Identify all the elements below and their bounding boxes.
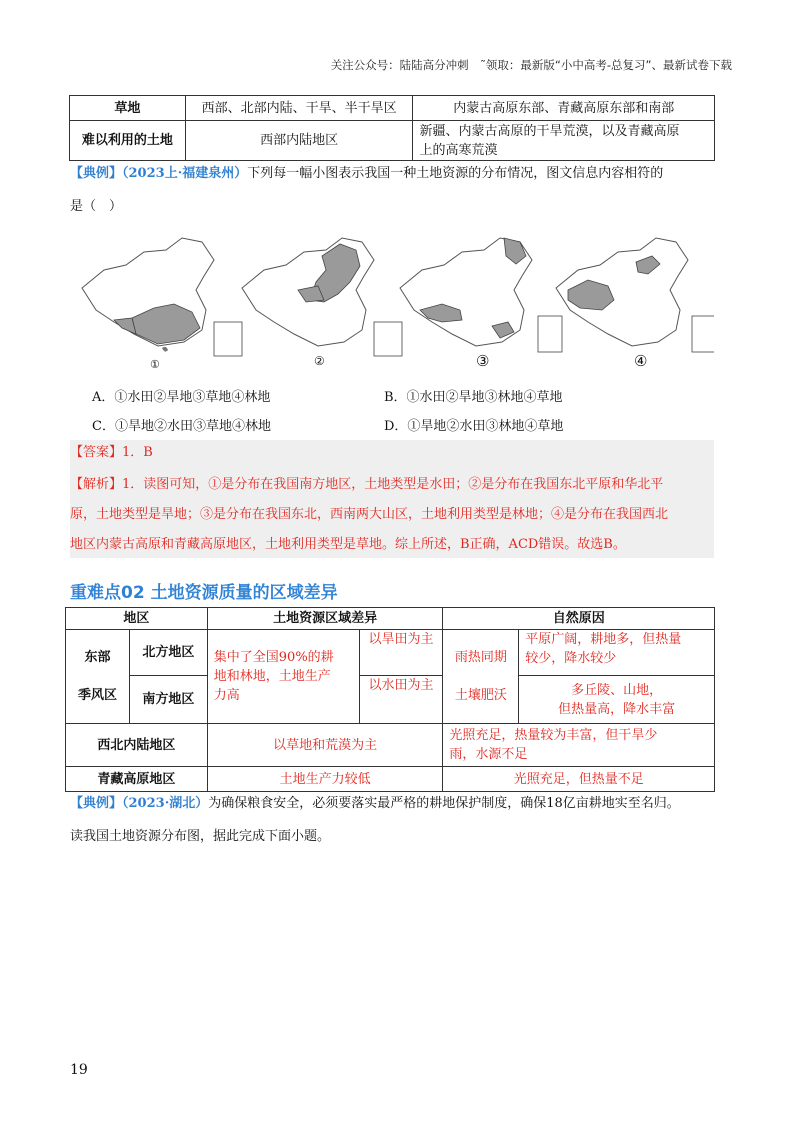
example1-question	[70, 163, 663, 185]
analysis-line2: 原，土地类型是旱地；③是分布在我国东北，西南两大山区，土地利用类型是林地；④是分布在我国西北	[70, 507, 669, 522]
northwest-reason	[443, 724, 715, 767]
south-reason	[519, 676, 715, 724]
east-monsoon-l1: 东部	[84, 650, 111, 665]
northwest-region: 西北内陆地区	[66, 724, 208, 767]
shared-reason	[443, 630, 519, 724]
answer-line	[70, 442, 153, 464]
shared-reason-l2: 土壤肥沃	[454, 688, 507, 703]
option-d[interactable]: D．①旱地②水田③林地④草地	[384, 419, 564, 434]
option-a[interactable]: A．①水田②旱地③草地④林地	[92, 390, 271, 405]
question-text-line2: 是（ ）	[70, 199, 123, 214]
analysis-line1	[70, 474, 663, 496]
grassland-region: 西部、北部内陆、干旱、半干旱区	[185, 96, 413, 121]
north-reason	[519, 630, 715, 676]
row-label-grassland: 草地	[70, 96, 186, 121]
shared-diff-l1: 集中了全国90%的耕	[213, 650, 334, 665]
qinghai-tibet-difference: 土地生产力较低	[207, 767, 443, 792]
question-text-line1: 下列每一幅小图表示我国一种土地资源的分布情况，图文信息内容相符的	[247, 166, 664, 181]
option-c[interactable]: C．①旱地②水田③草地④林地	[92, 419, 271, 434]
section-title: 重难点02 土地资源质量的区域差异	[70, 583, 338, 603]
page-number: 19	[70, 1062, 88, 1078]
header-reason: 自然原因	[443, 608, 715, 630]
example2-source: （2023·湖北）	[122, 796, 209, 811]
shared-diff-l2: 地和林地，土地生产	[213, 669, 331, 684]
example2-line1	[70, 793, 680, 815]
northwest-reason-l2: 雨，水源不足	[449, 747, 528, 762]
header-difference: 土地资源区域差异	[207, 608, 443, 630]
land-type-table	[69, 95, 715, 161]
land-quality-table	[65, 607, 715, 792]
example-source: （2023上·福建泉州）	[122, 166, 248, 181]
shared-diff-l3: 力高	[213, 688, 240, 703]
analysis-text-1: 1．读图可知，①是分布在我国南方地区，土地类型是水田；②是分布在我国东北平原和华北平	[122, 477, 664, 492]
option-b[interactable]: B．①水田②旱地③林地④草地	[384, 390, 563, 405]
map-3	[400, 238, 562, 352]
china-maps-figure	[74, 228, 714, 376]
answer-value: 1．B	[122, 445, 153, 460]
unusable-distribution-line1: 新疆、内蒙古高原的干旱荒漠，以及青藏高原	[419, 123, 680, 139]
qinghai-tibet-region: 青藏高原地区	[66, 767, 208, 792]
qinghai-tibet-reason: 光照充足，但热量不足	[443, 767, 715, 792]
south-region: 南方地区	[129, 676, 207, 724]
map-2	[242, 238, 402, 356]
map-label-1: ①	[150, 358, 160, 371]
example-tag: 【典例】	[70, 166, 123, 181]
south-crop: 以水田为主	[359, 676, 443, 724]
north-reason-l1: 平原广阔，耕地多，但热量	[525, 632, 682, 647]
south-reason-l1: 多丘陵、山地，	[571, 682, 663, 698]
row-label-unusable-land: 难以利用的土地	[70, 121, 186, 161]
page-header: 关注公众号：陆陆高分冲刺 ˜领取：最新版“小中高考-总复习”、最新试卷下载	[330, 58, 732, 72]
northwest-difference: 以草地和荒漠为主	[207, 724, 443, 767]
northwest-reason-l1: 光照充足，热量较为丰富，但干旱少	[449, 728, 658, 743]
grassland-distribution: 内蒙古高原东部、青藏高原东部和南部	[413, 96, 715, 121]
map-label-3: ③	[476, 352, 490, 370]
example2-text-1: 为确保粮食安全，必须要落实最严格的耕地保护制度，确保18亿亩耕地实至名归。	[208, 796, 680, 811]
south-reason-l2: 但热量高，降水丰富	[558, 701, 676, 717]
map-4	[556, 238, 714, 352]
analysis-tag: 【解析】	[70, 477, 123, 492]
header-region: 地区	[66, 608, 208, 630]
unusable-region: 西部内陆地区	[185, 121, 413, 161]
answer-tag: 【答案】	[70, 445, 123, 460]
north-region: 北方地区	[129, 630, 207, 676]
map-1	[82, 238, 242, 356]
north-crop: 以旱田为主	[359, 630, 443, 676]
east-monsoon-l2: 季风区	[77, 688, 117, 703]
unusable-distribution	[413, 121, 715, 161]
shared-reason-l1: 雨热同期	[454, 650, 507, 665]
shared-difference	[207, 630, 359, 724]
map-label-2: ②	[314, 354, 325, 368]
analysis-line3: 地区内蒙古高原和青藏高原地区，土地利用类型是草地。综上所述，B正确，ACD错误。故选B。	[70, 537, 626, 552]
unusable-distribution-line2: 上的高寒荒漠	[419, 142, 498, 158]
example2-tag: 【典例】	[70, 796, 123, 811]
example2-line2: 读我国土地资源分布图，据此完成下面小题。	[70, 829, 331, 844]
east-monsoon-cell	[66, 630, 130, 724]
map-label-4: ④	[634, 352, 648, 370]
north-reason-l2: 较少，降水较少	[525, 651, 617, 666]
